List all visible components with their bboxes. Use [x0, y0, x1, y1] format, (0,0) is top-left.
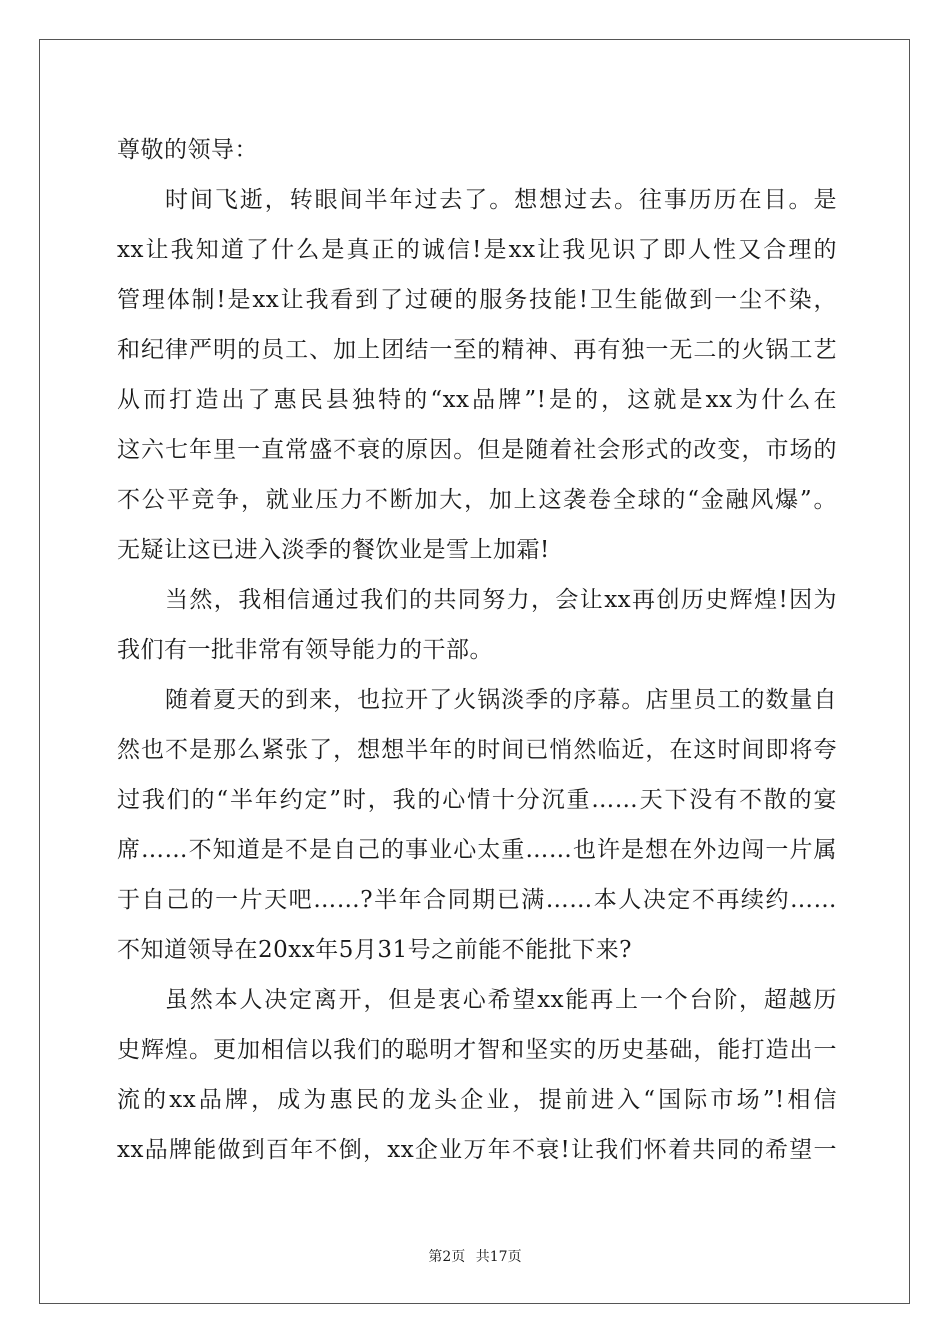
page-total: 共17页: [475, 1249, 522, 1265]
paragraph-line: 当然，我相信通过我们的共同努力，会让xx再创历史辉煌!因为: [165, 587, 837, 613]
paragraph-line: 于自己的一片天吧……?半年合同期已满……本人决定不再续约……: [117, 887, 837, 913]
paragraph-line: 这六七年里一直常盛不衰的原因。但是随着社会形式的改变，市场的: [117, 437, 837, 463]
paragraph-line: 席……不知道是不是自己的事业心太重……也许是想在外边闯一片属: [117, 837, 837, 863]
page-footer: [0, 1246, 950, 1266]
salutation: 尊敬的领导：: [117, 137, 258, 163]
paragraph-line: 流的xx品牌，成为惠民的龙头企业，提前进入“国际市场”!相信: [117, 1087, 837, 1113]
paragraph-line: 从而打造出了惠民县独特的“xx品牌”!是的，这就是xx为什么在: [117, 387, 837, 413]
paragraph-line: 不公平竞争，就业压力不断加大，加上这袭卷全球的“金融风爆”。: [117, 487, 837, 513]
paragraph-line: 管理体制!是xx让我看到了过硬的服务技能!卫生能做到一尘不染，: [117, 287, 837, 313]
paragraph-line: 无疑让这已进入淡季的餐饮业是雪上加霜!: [117, 537, 550, 563]
paragraph-line: 过我们的“半年约定”时，我的心情十分沉重……天下没有不散的宴: [117, 787, 837, 813]
page-number: 第2页: [428, 1249, 466, 1265]
paragraph-line: xx品牌能做到百年不倒，xx企业万年不衰!让我们怀着共同的希望一: [117, 1137, 837, 1163]
paragraph-line: 时间飞逝，转眼间半年过去了。想想过去。往事历历在目。是: [165, 187, 837, 213]
paragraph-line: 随着夏天的到来，也拉开了火锅淡季的序幕。店里员工的数量自: [165, 687, 837, 713]
paragraph-line: 虽然本人决定离开，但是衷心希望xx能再上一个台阶，超越历: [165, 987, 837, 1013]
letter-body: [117, 125, 837, 1175]
paragraph-line: 不知道领导在20xx年5月31号之前能不能批下来?: [117, 937, 632, 963]
paragraph-line: 和纪律严明的员工、加上团结一至的精神、再有独一无二的火锅工艺: [117, 337, 837, 363]
paragraph-line: 然也不是那么紧张了，想想半年的时间已悄然临近，在这时间即将夸: [117, 737, 837, 763]
paragraph-line: xx让我知道了什么是真正的诚信!是xx让我见识了即人性又合理的: [117, 237, 837, 263]
paragraph-line: 史辉煌。更加相信以我们的聪明才智和坚实的历史基础，能打造出一: [117, 1037, 837, 1063]
paragraph-line: 我们有一批非常有领导能力的干部。: [117, 637, 493, 663]
